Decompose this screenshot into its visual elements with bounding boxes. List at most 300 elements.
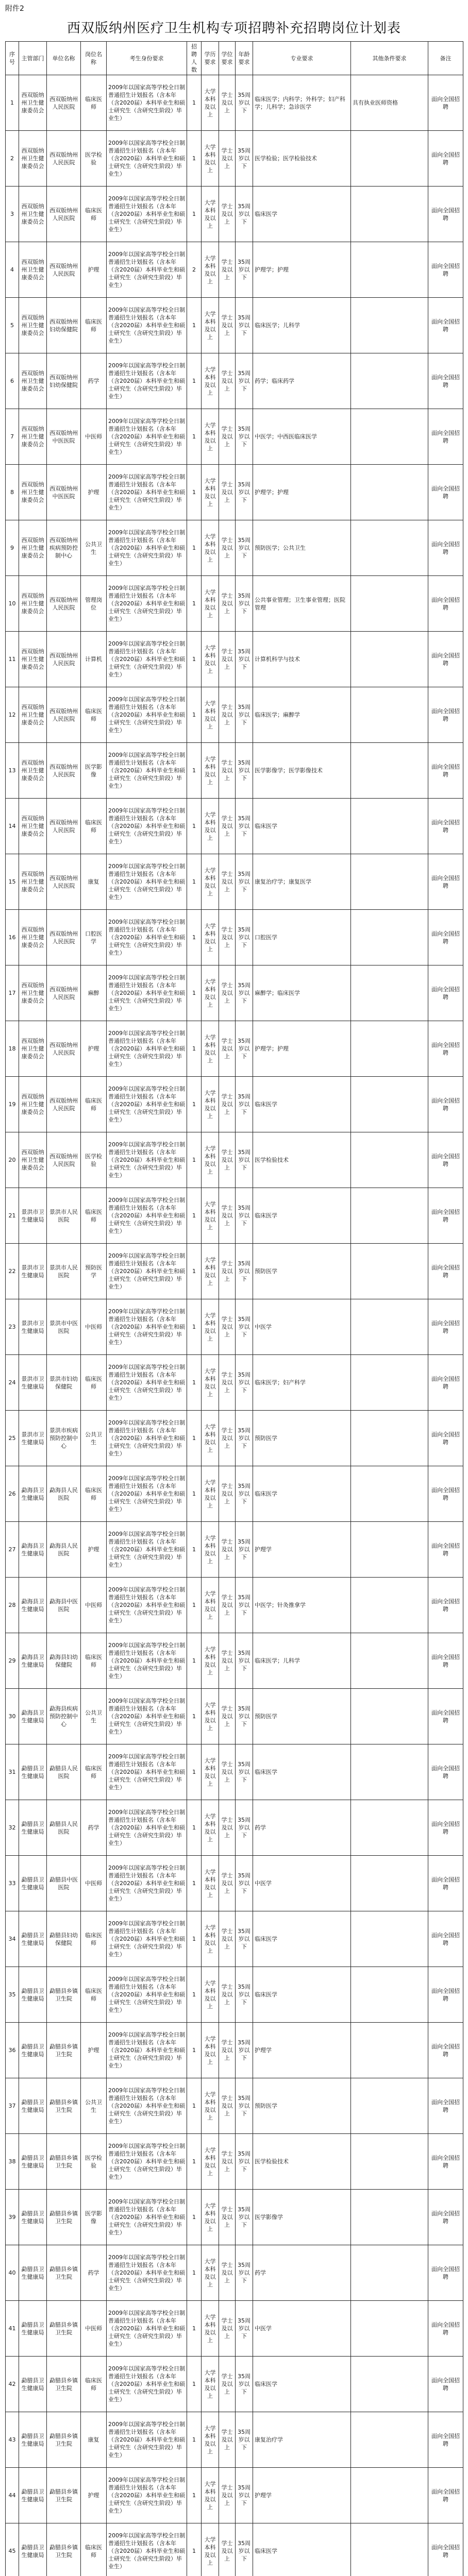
table-row xyxy=(6,743,463,799)
cell-dept: 勐腊县卫生健康局 xyxy=(19,2468,47,2523)
attachment-label: 附件2 xyxy=(5,5,24,13)
cell-cond: 2009年以国家高等学校全日制普通招生计划报名（含本年（含2020届）本科毕业生和硕士研究生（含研究生阶段）毕业生） xyxy=(107,2301,187,2357)
cell-age: 35周岁以下 xyxy=(236,1411,253,1466)
cell-age: 35周岁以下 xyxy=(236,1132,253,1188)
cell-age: 35周岁以下 xyxy=(236,1522,253,1578)
table-row xyxy=(6,1244,463,1299)
cell-dept: 西双版纳州卫生健康委员会 xyxy=(19,854,47,910)
cell-other xyxy=(351,1689,428,1744)
cell-post: 康复 xyxy=(81,854,107,910)
table-row xyxy=(6,2023,463,2078)
cell-edu: 大学本科及以上 xyxy=(202,1633,219,1689)
cell-note: 面向全国招聘 xyxy=(428,1466,463,1522)
cell-cond: 2009年以国家高等学校全日制普通招生计划报名（含本年（含2020届）本科毕业生和硕士研究生（含研究生阶段）毕业生） xyxy=(107,2357,187,2412)
cell-unit: 勐海县中医医院 xyxy=(47,1578,81,1633)
cell-cond: 2009年以国家高等学校全日制普通招生计划报名（含本年（含2020届）本科毕业生和硕士研究生（含研究生阶段）毕业生） xyxy=(107,353,187,409)
cell-quota: 1 xyxy=(187,187,202,242)
cell-degree: 学士及以上 xyxy=(219,1967,236,2023)
cell-unit: 西双版纳州中医医院 xyxy=(47,409,81,465)
table-row xyxy=(6,1633,463,1689)
cell-edu: 大学本科及以上 xyxy=(202,1911,219,1967)
cell-cond: 2009年以国家高等学校全日制普通招生计划报名（含本年（含2020届）本科毕业生和硕士研究生（含研究生阶段）毕业生） xyxy=(107,854,187,910)
cell-other xyxy=(351,465,428,520)
cell-edu: 大学本科及以上 xyxy=(202,2301,219,2357)
cell-age: 35周岁以下 xyxy=(236,353,253,409)
table-row xyxy=(6,799,463,854)
table-header-row xyxy=(6,42,463,75)
cell-no: 17 xyxy=(6,965,19,1021)
cell-major: 临床医学；麻醉学 xyxy=(253,687,351,743)
cell-cond: 2009年以国家高等学校全日制普通招生计划报名（含本年（含2020届）本科毕业生和硕士研究生（含研究生阶段）毕业生） xyxy=(107,910,187,965)
cell-dept: 西双版纳州卫生健康委员会 xyxy=(19,632,47,687)
cell-major: 药学 xyxy=(253,1800,351,1856)
cell-note: 面向全国招聘 xyxy=(428,2468,463,2523)
cell-note: 面向全国招聘 xyxy=(428,910,463,965)
cell-degree: 学士及以上 xyxy=(219,632,236,687)
cell-other xyxy=(351,409,428,465)
cell-post: 中医师 xyxy=(81,1299,107,1355)
table-row xyxy=(6,2523,463,2576)
cell-post: 口腔医学 xyxy=(81,910,107,965)
cell-post: 临床医师 xyxy=(81,1911,107,1967)
cell-cond: 2009年以国家高等学校全日制普通招生计划报名（含本年（含2020届）本科毕业生和硕士研究生（含研究生阶段）毕业生） xyxy=(107,1578,187,1633)
cell-cond: 2009年以国家高等学校全日制普通招生计划报名（含本年（含2020届）本科毕业生和硕士研究生（含研究生阶段）毕业生） xyxy=(107,2468,187,2523)
cell-cond: 2009年以国家高等学校全日制普通招生计划报名（含本年（含2020届）本科毕业生和硕士研究生（含研究生阶段）毕业生） xyxy=(107,409,187,465)
cell-major: 护理学 xyxy=(253,1522,351,1578)
cell-age: 35周岁以下 xyxy=(236,1856,253,1911)
cell-unit: 西双版纳州人民医院 xyxy=(47,242,81,298)
cell-post: 临床医师 xyxy=(81,687,107,743)
cell-no: 10 xyxy=(6,576,19,632)
cell-age: 35周岁以下 xyxy=(236,1021,253,1077)
cell-note: 面向全国招聘 xyxy=(428,2412,463,2468)
table-row xyxy=(6,2134,463,2190)
cell-age: 35周岁以下 xyxy=(236,2023,253,2078)
cell-note: 面向全国招聘 xyxy=(428,2245,463,2301)
cell-degree: 学士及以上 xyxy=(219,2412,236,2468)
cell-cond: 2009年以国家高等学校全日制普通招生计划报名（含本年（含2020届）本科毕业生和硕士研究生（含研究生阶段）毕业生） xyxy=(107,632,187,687)
cell-dept: 勐海县卫生健康局 xyxy=(19,1633,47,1689)
cell-no: 37 xyxy=(6,2078,19,2134)
cell-no: 32 xyxy=(6,1800,19,1856)
cell-major: 医学影像学；医学影像技术 xyxy=(253,743,351,799)
cell-age: 35周岁以下 xyxy=(236,298,253,353)
cell-major: 药学 xyxy=(253,2245,351,2301)
cell-degree: 学士及以上 xyxy=(219,910,236,965)
cell-cond: 2009年以国家高等学校全日制普通招生计划报名（含本年（含2020届）本科毕业生和硕士研究生（含研究生阶段）毕业生） xyxy=(107,1188,187,1244)
cell-post: 临床医师 xyxy=(81,1355,107,1411)
table-row xyxy=(6,2357,463,2412)
cell-age: 35周岁以下 xyxy=(236,632,253,687)
cell-quota: 1 xyxy=(187,1021,202,1077)
cell-unit: 勐腊县乡镇卫生院 xyxy=(47,2134,81,2190)
cell-cond: 2009年以国家高等学校全日制普通招生计划报名（含本年（含2020届）本科毕业生和硕士研究生（含研究生阶段）毕业生） xyxy=(107,1411,187,1466)
col-header: 序号 xyxy=(6,42,19,75)
col-header: 考生身份要求 xyxy=(107,42,187,75)
table-row xyxy=(6,2078,463,2134)
cell-post: 康复 xyxy=(81,2412,107,2468)
cell-age: 35周岁以下 xyxy=(236,131,253,187)
cell-edu: 大学本科及以上 xyxy=(202,298,219,353)
cell-edu: 大学本科及以上 xyxy=(202,520,219,576)
recruitment-table xyxy=(5,41,463,2576)
cell-age: 35周岁以下 xyxy=(236,1689,253,1744)
cell-other xyxy=(351,2357,428,2412)
cell-age: 35周岁以下 xyxy=(236,242,253,298)
cell-dept: 景洪市卫生健康局 xyxy=(19,1355,47,1411)
col-header: 备注 xyxy=(428,42,463,75)
cell-other xyxy=(351,1967,428,2023)
cell-edu: 大学本科及以上 xyxy=(202,2190,219,2245)
cell-age: 35周岁以下 xyxy=(236,743,253,799)
cell-note: 面向全国招聘 xyxy=(428,2301,463,2357)
cell-degree: 学士及以上 xyxy=(219,1244,236,1299)
cell-age: 35周岁以下 xyxy=(236,2190,253,2245)
col-header: 学历要求 xyxy=(202,42,219,75)
table-row xyxy=(6,854,463,910)
cell-post: 医学检验 xyxy=(81,1132,107,1188)
cell-no: 12 xyxy=(6,687,19,743)
cell-quota: 1 xyxy=(187,1466,202,1522)
cell-other xyxy=(351,1578,428,1633)
table-row xyxy=(6,910,463,965)
cell-quota: 1 xyxy=(187,409,202,465)
cell-edu: 大学本科及以上 xyxy=(202,632,219,687)
cell-edu: 大学本科及以上 xyxy=(202,465,219,520)
cell-dept: 勐腊县卫生健康局 xyxy=(19,2078,47,2134)
cell-dept: 西双版纳州卫生健康委员会 xyxy=(19,1077,47,1132)
cell-degree: 学士及以上 xyxy=(219,687,236,743)
cell-cond: 2009年以国家高等学校全日制普通招生计划报名（含本年（含2020届）本科毕业生和硕士研究生（含研究生阶段）毕业生） xyxy=(107,75,187,131)
cell-post: 临床医师 xyxy=(81,2523,107,2576)
cell-unit: 勐海县人民医院 xyxy=(47,1466,81,1522)
cell-edu: 大学本科及以上 xyxy=(202,1800,219,1856)
cell-other xyxy=(351,187,428,242)
table-row xyxy=(6,1689,463,1744)
cell-no: 25 xyxy=(6,1411,19,1466)
cell-age: 35周岁以下 xyxy=(236,2357,253,2412)
cell-age: 35周岁以下 xyxy=(236,1188,253,1244)
table-row xyxy=(6,465,463,520)
cell-note: 面向全国招聘 xyxy=(428,1355,463,1411)
cell-degree: 学士及以上 xyxy=(219,2134,236,2190)
cell-cond: 2009年以国家高等学校全日制普通招生计划报名（含本年（含2020届）本科毕业生和硕士研究生（含研究生阶段）毕业生） xyxy=(107,743,187,799)
cell-edu: 大学本科及以上 xyxy=(202,75,219,131)
cell-quota: 1 xyxy=(187,910,202,965)
cell-unit: 勐海县妇幼保健院 xyxy=(47,1633,81,1689)
cell-degree: 学士及以上 xyxy=(219,2301,236,2357)
cell-quota: 1 xyxy=(187,465,202,520)
cell-dept: 勐腊县卫生健康局 xyxy=(19,2412,47,2468)
cell-unit: 西双版纳州人民医院 xyxy=(47,743,81,799)
cell-no: 38 xyxy=(6,2134,19,2190)
cell-cond: 2009年以国家高等学校全日制普通招生计划报名（含本年（含2020届）本科毕业生和硕士研究生（含研究生阶段）毕业生） xyxy=(107,1244,187,1299)
cell-quota: 2 xyxy=(187,242,202,298)
cell-edu: 大学本科及以上 xyxy=(202,743,219,799)
cell-note: 面向全国招聘 xyxy=(428,576,463,632)
cell-other: 具有执业医师资格 xyxy=(351,75,428,131)
cell-other xyxy=(351,632,428,687)
cell-quota: 1 xyxy=(187,1355,202,1411)
cell-no: 35 xyxy=(6,1967,19,2023)
cell-edu: 大学本科及以上 xyxy=(202,1744,219,1800)
cell-major: 护理学；护理 xyxy=(253,465,351,520)
cell-age: 35周岁以下 xyxy=(236,409,253,465)
cell-note: 面向全国招聘 xyxy=(428,1689,463,1744)
cell-unit: 西双版纳州人民医院 xyxy=(47,854,81,910)
cell-no: 3 xyxy=(6,187,19,242)
cell-unit: 西双版纳州人民医院 xyxy=(47,75,81,131)
cell-degree: 学士及以上 xyxy=(219,2523,236,2576)
cell-dept: 西双版纳州卫生健康委员会 xyxy=(19,965,47,1021)
cell-major: 康复治疗学；康复医学 xyxy=(253,854,351,910)
cell-quota: 1 xyxy=(187,2023,202,2078)
cell-no: 30 xyxy=(6,1689,19,1744)
cell-major: 护理学；护理 xyxy=(253,1021,351,1077)
table-row xyxy=(6,1578,463,1633)
cell-edu: 大学本科及以上 xyxy=(202,854,219,910)
cell-cond: 2009年以国家高等学校全日制普通招生计划报名（含本年（含2020届）本科毕业生和硕士研究生（含研究生阶段）毕业生） xyxy=(107,1911,187,1967)
cell-degree: 学士及以上 xyxy=(219,1299,236,1355)
cell-post: 临床医师 xyxy=(81,1744,107,1800)
cell-degree: 学士及以上 xyxy=(219,1522,236,1578)
cell-major: 预防医学；公共卫生 xyxy=(253,520,351,576)
cell-no: 44 xyxy=(6,2468,19,2523)
cell-degree: 学士及以上 xyxy=(219,2245,236,2301)
cell-age: 35周岁以下 xyxy=(236,687,253,743)
cell-dept: 景洪市卫生健康局 xyxy=(19,1299,47,1355)
cell-post: 预防医学 xyxy=(81,1244,107,1299)
cell-post: 护理 xyxy=(81,2023,107,2078)
cell-quota: 1 xyxy=(187,1077,202,1132)
cell-major: 临床医学；儿科学 xyxy=(253,1633,351,1689)
cell-post: 护理 xyxy=(81,242,107,298)
cell-post: 护理 xyxy=(81,465,107,520)
cell-cond: 2009年以国家高等学校全日制普通招生计划报名（含本年（含2020届）本科毕业生和硕士研究生（含研究生阶段）毕业生） xyxy=(107,520,187,576)
cell-quota: 1 xyxy=(187,854,202,910)
cell-other xyxy=(351,2190,428,2245)
cell-dept: 西双版纳州卫生健康委员会 xyxy=(19,1021,47,1077)
cell-cond: 2009年以国家高等学校全日制普通招生计划报名（含本年（含2020届）本科毕业生和硕士研究生（含研究生阶段）毕业生） xyxy=(107,2523,187,2576)
cell-age: 35周岁以下 xyxy=(236,2523,253,2576)
cell-post: 临床医师 xyxy=(81,187,107,242)
cell-post: 药学 xyxy=(81,353,107,409)
cell-degree: 学士及以上 xyxy=(219,520,236,576)
col-header: 单位名称 xyxy=(47,42,81,75)
cell-edu: 大学本科及以上 xyxy=(202,2023,219,2078)
cell-degree: 学士及以上 xyxy=(219,854,236,910)
cell-major: 临床医学 xyxy=(253,187,351,242)
cell-degree: 学士及以上 xyxy=(219,131,236,187)
cell-major: 康复治疗学 xyxy=(253,2412,351,2468)
cell-other xyxy=(351,1411,428,1466)
cell-post: 药学 xyxy=(81,2245,107,2301)
cell-note: 面向全国招聘 xyxy=(428,1411,463,1466)
col-header: 其他条件要求 xyxy=(351,42,428,75)
cell-major: 护理学 xyxy=(253,2468,351,2523)
cell-dept: 勐腊县卫生健康局 xyxy=(19,1800,47,1856)
cell-no: 18 xyxy=(6,1021,19,1077)
cell-major: 中医学 xyxy=(253,1856,351,1911)
cell-major: 临床医学；妇产科学 xyxy=(253,1355,351,1411)
cell-no: 5 xyxy=(6,298,19,353)
cell-edu: 大学本科及以上 xyxy=(202,187,219,242)
cell-note: 面向全国招聘 xyxy=(428,1132,463,1188)
cell-degree: 学士及以上 xyxy=(219,1633,236,1689)
table-row xyxy=(6,520,463,576)
cell-note: 面向全国招聘 xyxy=(428,2023,463,2078)
cell-cond: 2009年以国家高等学校全日制普通招生计划报名（含本年（含2020届）本科毕业生和硕士研究生（含研究生阶段）毕业生） xyxy=(107,2023,187,2078)
cell-cond: 2009年以国家高等学校全日制普通招生计划报名（含本年（含2020届）本科毕业生和硕士研究生（含研究生阶段）毕业生） xyxy=(107,1132,187,1188)
cell-note: 面向全国招聘 xyxy=(428,409,463,465)
table-row xyxy=(6,1466,463,1522)
cell-edu: 大学本科及以上 xyxy=(202,2357,219,2412)
cell-degree: 学士及以上 xyxy=(219,1132,236,1188)
cell-cond: 2009年以国家高等学校全日制普通招生计划报名（含本年（含2020届）本科毕业生和硕士研究生（含研究生阶段）毕业生） xyxy=(107,1466,187,1522)
cell-edu: 大学本科及以上 xyxy=(202,2134,219,2190)
cell-note: 面向全国招聘 xyxy=(428,1021,463,1077)
cell-no: 13 xyxy=(6,743,19,799)
cell-quota: 1 xyxy=(187,2190,202,2245)
table-row xyxy=(6,1911,463,1967)
cell-quota: 1 xyxy=(187,2301,202,2357)
cell-post: 医学检验 xyxy=(81,2134,107,2190)
col-header: 招聘人数 xyxy=(187,42,202,75)
cell-post: 临床医师 xyxy=(81,799,107,854)
cell-dept: 景洪市卫生健康局 xyxy=(19,1188,47,1244)
cell-dept: 景洪市卫生健康局 xyxy=(19,1244,47,1299)
cell-note: 面向全国招聘 xyxy=(428,353,463,409)
cell-edu: 大学本科及以上 xyxy=(202,965,219,1021)
cell-age: 35周岁以下 xyxy=(236,1299,253,1355)
cell-note: 面向全国招聘 xyxy=(428,2523,463,2576)
cell-dept: 西双版纳州卫生健康委员会 xyxy=(19,576,47,632)
cell-no: 22 xyxy=(6,1244,19,1299)
cell-cond: 2009年以国家高等学校全日制普通招生计划报名（含本年（含2020届）本科毕业生和硕士研究生（含研究生阶段）毕业生） xyxy=(107,1744,187,1800)
cell-dept: 勐海县卫生健康局 xyxy=(19,1689,47,1744)
cell-degree: 学士及以上 xyxy=(219,1355,236,1411)
cell-post: 临床医师 xyxy=(81,1077,107,1132)
cell-cond: 2009年以国家高等学校全日制普通招生计划报名（含本年（含2020届）本科毕业生和硕士研究生（含研究生阶段）毕业生） xyxy=(107,1633,187,1689)
cell-note: 面向全国招聘 xyxy=(428,465,463,520)
cell-cond: 2009年以国家高等学校全日制普通招生计划报名（含本年（含2020届）本科毕业生和硕士研究生（含研究生阶段）毕业生） xyxy=(107,1077,187,1132)
page-title: 西双版纳州医疗卫生机构专项招聘补充招聘岗位计划表 xyxy=(66,21,401,36)
cell-degree: 学士及以上 xyxy=(219,743,236,799)
cell-edu: 大学本科及以上 xyxy=(202,1077,219,1132)
col-header: 专业要求 xyxy=(253,42,351,75)
cell-other xyxy=(351,1466,428,1522)
cell-quota: 1 xyxy=(187,1633,202,1689)
cell-quota: 1 xyxy=(187,298,202,353)
cell-quota: 1 xyxy=(187,1689,202,1744)
cell-unit: 西双版纳州人民医院 xyxy=(47,687,81,743)
table-row xyxy=(6,298,463,353)
cell-major: 护理学 xyxy=(253,2023,351,2078)
cell-other xyxy=(351,2078,428,2134)
cell-unit: 景洪市人民医院 xyxy=(47,1244,81,1299)
cell-no: 45 xyxy=(6,2523,19,2576)
table-row xyxy=(6,1967,463,2023)
table-row xyxy=(6,2412,463,2468)
cell-edu: 大学本科及以上 xyxy=(202,910,219,965)
cell-quota: 1 xyxy=(187,2412,202,2468)
cell-major: 临床医学 xyxy=(253,2357,351,2412)
cell-edu: 大学本科及以上 xyxy=(202,1299,219,1355)
table-row xyxy=(6,2301,463,2357)
table-row xyxy=(6,242,463,298)
table-row xyxy=(6,1800,463,1856)
table-body xyxy=(6,75,463,2576)
cell-unit: 勐腊县乡镇卫生院 xyxy=(47,2301,81,2357)
cell-unit: 勐腊县乡镇卫生院 xyxy=(47,2245,81,2301)
cell-post: 临床医师 xyxy=(81,298,107,353)
cell-major: 医学检验；医学检验技术 xyxy=(253,131,351,187)
cell-age: 35周岁以下 xyxy=(236,465,253,520)
cell-unit: 西双版纳州人民医院 xyxy=(47,1021,81,1077)
cell-other xyxy=(351,2245,428,2301)
cell-no: 39 xyxy=(6,2190,19,2245)
cell-quota: 1 xyxy=(187,1522,202,1578)
cell-major: 中医学；针灸推拿学 xyxy=(253,1578,351,1633)
cell-major: 临床医学 xyxy=(253,1466,351,1522)
cell-post: 公共卫生 xyxy=(81,1411,107,1466)
cell-unit: 西双版纳州妇幼保健院 xyxy=(47,353,81,409)
cell-quota: 1 xyxy=(187,131,202,187)
cell-quota: 1 xyxy=(187,1800,202,1856)
cell-degree: 学士及以上 xyxy=(219,2190,236,2245)
cell-age: 35周岁以下 xyxy=(236,965,253,1021)
cell-note: 面向全国招聘 xyxy=(428,632,463,687)
table-row xyxy=(6,187,463,242)
cell-note: 面向全国招聘 xyxy=(428,1578,463,1633)
cell-cond: 2009年以国家高等学校全日制普通招生计划报名（含本年（含2020届）本科毕业生和硕士研究生（含研究生阶段）毕业生） xyxy=(107,1800,187,1856)
cell-edu: 大学本科及以上 xyxy=(202,242,219,298)
cell-note: 面向全国招聘 xyxy=(428,2357,463,2412)
cell-degree: 学士及以上 xyxy=(219,409,236,465)
cell-post: 临床医师 xyxy=(81,75,107,131)
cell-dept: 景洪市卫生健康局 xyxy=(19,1411,47,1466)
cell-cond: 2009年以国家高等学校全日制普通招生计划报名（含本年（含2020届）本科毕业生和硕士研究生（含研究生阶段）毕业生） xyxy=(107,1856,187,1911)
cell-major: 临床医学；儿科学 xyxy=(253,298,351,353)
table-row xyxy=(6,576,463,632)
cell-no: 27 xyxy=(6,1522,19,1578)
cell-unit: 西双版纳州人民医院 xyxy=(47,799,81,854)
cell-other xyxy=(351,242,428,298)
cell-note: 面向全国招聘 xyxy=(428,2078,463,2134)
cell-major: 临床医学 xyxy=(253,1911,351,1967)
cell-major: 预防医学 xyxy=(253,2078,351,2134)
cell-other xyxy=(351,2301,428,2357)
cell-edu: 大学本科及以上 xyxy=(202,1132,219,1188)
cell-note: 面向全国招聘 xyxy=(428,520,463,576)
cell-other xyxy=(351,2023,428,2078)
cell-degree: 学士及以上 xyxy=(219,1744,236,1800)
cell-quota: 1 xyxy=(187,632,202,687)
cell-degree: 学士及以上 xyxy=(219,1466,236,1522)
cell-unit: 西双版纳州疾病预防控制中心 xyxy=(47,520,81,576)
cell-unit: 西双版纳州人民医院 xyxy=(47,1077,81,1132)
cell-degree: 学士及以上 xyxy=(219,1411,236,1466)
cell-quota: 1 xyxy=(187,2134,202,2190)
cell-quota: 1 xyxy=(187,1411,202,1466)
cell-cond: 2009年以国家高等学校全日制普通招生计划报名（含本年（含2020届）本科毕业生和硕士研究生（含研究生阶段）毕业生） xyxy=(107,2190,187,2245)
cell-dept: 勐腊县卫生健康局 xyxy=(19,2134,47,2190)
cell-major: 护理学；护理 xyxy=(253,242,351,298)
cell-no: 42 xyxy=(6,2357,19,2412)
cell-dept: 西双版纳州卫生健康委员会 xyxy=(19,187,47,242)
cell-age: 35周岁以下 xyxy=(236,2468,253,2523)
cell-cond: 2009年以国家高等学校全日制普通招生计划报名（含本年（含2020届）本科毕业生和硕士研究生（含研究生阶段）毕业生） xyxy=(107,687,187,743)
